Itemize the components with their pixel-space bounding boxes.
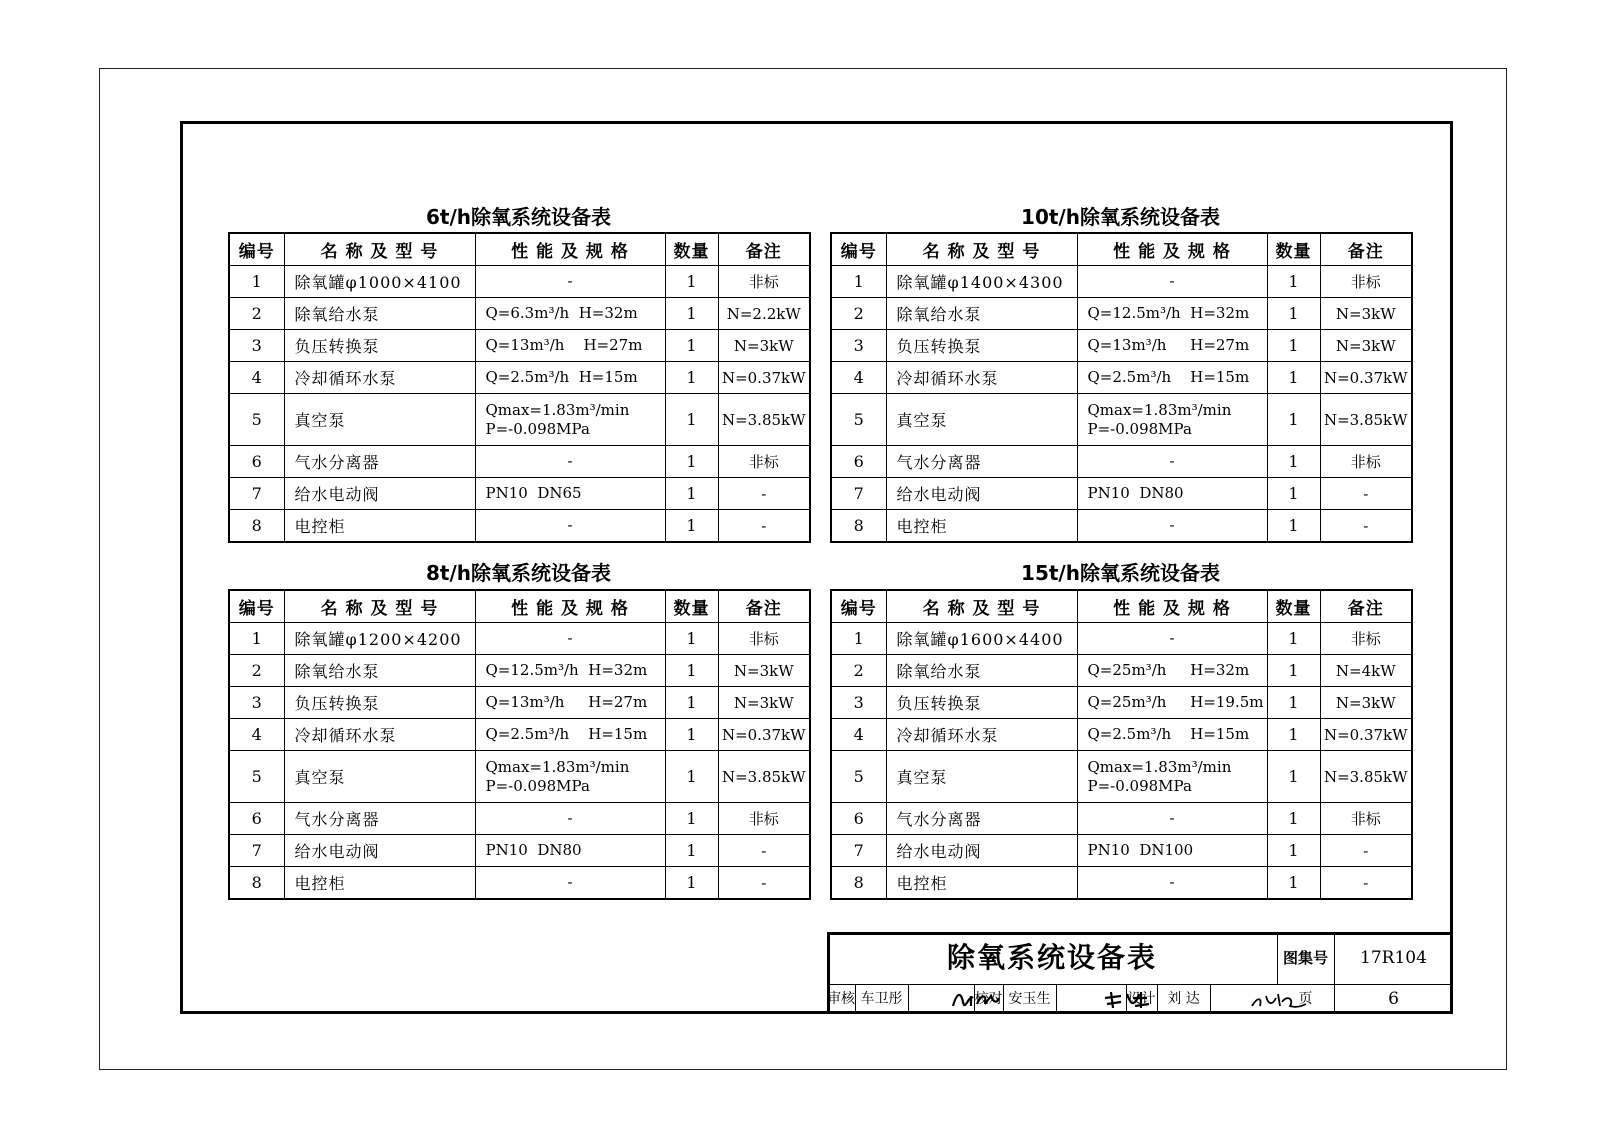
item-name: 给水电动阀	[886, 835, 1077, 867]
table-row	[831, 362, 1412, 394]
table-row	[831, 835, 1412, 867]
item-quantity: 1	[1267, 510, 1320, 543]
item-quantity: 1	[665, 719, 718, 751]
item-number: 1	[831, 623, 886, 655]
item-spec	[475, 362, 665, 394]
spec-line: Q=12.5m³/h H=32m	[485, 661, 648, 679]
item-note: 非标	[1320, 803, 1412, 835]
item-name: 气水分离器	[886, 446, 1077, 478]
spec-line: PN10 DN80	[1087, 484, 1184, 502]
table-row	[831, 751, 1412, 803]
table-row	[229, 394, 810, 446]
item-quantity: 1	[665, 362, 718, 394]
item-name: 给水电动阀	[284, 835, 475, 867]
item-spec	[475, 266, 665, 298]
spec-line: P=-0.098MPa	[485, 419, 590, 438]
item-note: 非标	[718, 623, 810, 655]
designer-signature	[1210, 984, 1277, 1014]
item-spec	[1077, 478, 1267, 510]
item-quantity: 1	[665, 655, 718, 687]
spec-line: -	[1169, 452, 1175, 470]
column-header: 编号	[831, 590, 886, 623]
spec-line: Q=6.3m³/h H=32m	[485, 304, 638, 322]
item-note: -	[718, 867, 810, 900]
item-number: 4	[229, 362, 284, 394]
spec-line: Q=2.5m³/h H=15m	[1087, 368, 1250, 386]
item-quantity: 1	[1267, 867, 1320, 900]
column-header: 性 能 及 规 格	[1077, 590, 1267, 623]
item-number: 2	[229, 655, 284, 687]
spec-line: PN10 DN80	[485, 841, 582, 859]
page-label: 页	[1298, 991, 1313, 1007]
column-header: 数量	[665, 233, 718, 266]
item-name: 冷却循环水泵	[886, 719, 1077, 751]
table-row	[229, 719, 810, 751]
reviewer-signature	[908, 984, 974, 1014]
item-quantity: 1	[665, 266, 718, 298]
table-row	[831, 266, 1412, 298]
spec-line: Q=25m³/h H=32m	[1087, 661, 1250, 679]
spec-line: -	[567, 873, 573, 891]
table-title: 8t/h除氧系统设备表	[425, 561, 612, 585]
item-quantity: 1	[1267, 655, 1320, 687]
spec-line: Qmax=1.83m³/min	[485, 400, 630, 419]
table-row	[229, 330, 810, 362]
item-spec	[475, 298, 665, 330]
item-number: 3	[831, 687, 886, 719]
spec-line: Q=13m³/h H=27m	[1087, 336, 1250, 354]
item-note: -	[1320, 867, 1412, 900]
atlas-number: 17R104	[1360, 948, 1427, 968]
item-name: 给水电动阀	[284, 478, 475, 510]
table-row	[229, 298, 810, 330]
spec-line: Q=12.5m³/h H=32m	[1087, 304, 1250, 322]
spec-line: P=-0.098MPa	[485, 776, 590, 795]
table-row	[831, 330, 1412, 362]
spec-line: Q=25m³/h H=19.5m	[1087, 693, 1264, 711]
item-number: 7	[831, 835, 886, 867]
item-quantity: 1	[1267, 330, 1320, 362]
item-name: 负压转换泵	[886, 330, 1077, 362]
item-note: N=3kW	[718, 687, 810, 719]
table-row	[229, 803, 810, 835]
item-spec	[475, 478, 665, 510]
item-quantity: 1	[1267, 623, 1320, 655]
table-row	[831, 478, 1412, 510]
designer-name: 刘 达	[1167, 991, 1200, 1007]
table-row	[229, 478, 810, 510]
item-quantity: 1	[665, 803, 718, 835]
table-row	[831, 803, 1412, 835]
item-quantity: 1	[665, 446, 718, 478]
table-row	[831, 623, 1412, 655]
item-spec	[475, 394, 665, 446]
item-quantity: 1	[1267, 362, 1320, 394]
item-number: 7	[229, 478, 284, 510]
equipment-table	[228, 589, 811, 900]
item-spec	[1077, 394, 1267, 446]
item-note: N=3kW	[1320, 298, 1412, 330]
table-row	[229, 655, 810, 687]
item-number: 5	[831, 751, 886, 803]
item-number: 7	[831, 478, 886, 510]
reviewer-name: 车卫彤	[860, 991, 903, 1007]
item-number: 4	[831, 362, 886, 394]
item-note: N=3kW	[1320, 330, 1412, 362]
item-spec	[1077, 446, 1267, 478]
item-quantity: 1	[1267, 394, 1320, 446]
spec-line: PN10 DN100	[1087, 841, 1194, 859]
item-name: 除氧给水泵	[284, 655, 475, 687]
item-name: 除氧给水泵	[886, 655, 1077, 687]
item-number: 2	[831, 298, 886, 330]
table-title: 6t/h除氧系统设备表	[425, 205, 612, 229]
column-header: 名 称 及 型 号	[886, 590, 1077, 623]
atlas-label: 图集号	[1282, 949, 1328, 967]
table-header-row	[831, 233, 1412, 266]
item-name: 除氧给水泵	[886, 298, 1077, 330]
column-header: 编号	[229, 590, 284, 623]
item-number: 4	[229, 719, 284, 751]
item-quantity: 1	[1267, 719, 1320, 751]
column-header: 备注	[1320, 233, 1412, 266]
table-header-row	[831, 590, 1412, 623]
item-spec	[1077, 298, 1267, 330]
item-name: 气水分离器	[284, 803, 475, 835]
item-spec	[475, 867, 665, 900]
item-note: N=2.2kW	[718, 298, 810, 330]
item-note: 非标	[1320, 266, 1412, 298]
item-note: N=0.37kW	[1320, 719, 1412, 751]
item-quantity: 1	[665, 394, 718, 446]
item-name: 真空泵	[886, 394, 1077, 446]
column-header: 备注	[718, 590, 810, 623]
spec-line: Qmax=1.83m³/min	[1087, 757, 1232, 776]
item-name: 除氧罐φ1000×4100	[284, 266, 475, 298]
spec-line: -	[1169, 272, 1175, 290]
item-note: N=3kW	[718, 330, 810, 362]
spec-line: Q=13m³/h H=27m	[485, 693, 648, 711]
item-name: 负压转换泵	[284, 330, 475, 362]
item-spec	[475, 751, 665, 803]
table-row	[831, 655, 1412, 687]
table-header-row	[229, 233, 810, 266]
item-quantity: 1	[1267, 478, 1320, 510]
spec-line: -	[1169, 629, 1175, 647]
table-row	[831, 687, 1412, 719]
item-quantity: 1	[1267, 803, 1320, 835]
item-note: 非标	[1320, 623, 1412, 655]
item-note: -	[718, 835, 810, 867]
table-header-row	[229, 590, 810, 623]
item-name: 真空泵	[284, 751, 475, 803]
item-name: 电控柜	[284, 867, 475, 900]
spec-line: -	[567, 516, 573, 534]
item-spec	[1077, 687, 1267, 719]
item-spec	[1077, 330, 1267, 362]
table-row	[229, 687, 810, 719]
table-row	[229, 623, 810, 655]
spec-line: -	[567, 809, 573, 827]
item-spec	[1077, 867, 1267, 900]
item-quantity: 1	[665, 867, 718, 900]
item-number: 4	[831, 719, 886, 751]
design-label: 设计	[1127, 991, 1156, 1007]
spec-line: -	[567, 452, 573, 470]
item-quantity: 1	[665, 330, 718, 362]
table-row	[831, 719, 1412, 751]
item-note: 非标	[1320, 446, 1412, 478]
item-number: 6	[229, 803, 284, 835]
item-name: 真空泵	[284, 394, 475, 446]
item-note: -	[1320, 835, 1412, 867]
item-name: 冷却循环水泵	[284, 362, 475, 394]
item-number: 7	[229, 835, 284, 867]
item-note: -	[718, 478, 810, 510]
table-row	[831, 298, 1412, 330]
table-row	[831, 394, 1412, 446]
item-spec	[1077, 835, 1267, 867]
item-number: 6	[831, 446, 886, 478]
item-quantity: 1	[1267, 446, 1320, 478]
item-note: -	[1320, 478, 1412, 510]
item-spec	[1077, 623, 1267, 655]
item-name: 真空泵	[886, 751, 1077, 803]
item-quantity: 1	[665, 623, 718, 655]
item-number: 5	[229, 394, 284, 446]
item-name: 负压转换泵	[284, 687, 475, 719]
item-number: 2	[229, 298, 284, 330]
item-number: 1	[229, 266, 284, 298]
item-number: 3	[831, 330, 886, 362]
item-number: 8	[229, 867, 284, 900]
item-note: N=3.85kW	[718, 751, 810, 803]
item-quantity: 1	[1267, 266, 1320, 298]
spec-line: P=-0.098MPa	[1087, 419, 1192, 438]
item-note: N=3.85kW	[1320, 751, 1412, 803]
column-header: 数量	[1267, 590, 1320, 623]
item-name: 电控柜	[886, 867, 1077, 900]
equipment-table	[830, 589, 1413, 900]
table-row	[229, 446, 810, 478]
item-name: 负压转换泵	[886, 687, 1077, 719]
spec-line: -	[1169, 809, 1175, 827]
item-note: 非标	[718, 266, 810, 298]
spec-line: Q=13m³/h H=27m	[485, 336, 643, 354]
item-spec	[475, 623, 665, 655]
item-note: N=3kW	[1320, 687, 1412, 719]
table-title: 10t/h除氧系统设备表	[1021, 205, 1220, 229]
item-note: N=3kW	[718, 655, 810, 687]
item-spec	[1077, 362, 1267, 394]
item-number: 1	[831, 266, 886, 298]
item-number: 2	[831, 655, 886, 687]
item-number: 6	[831, 803, 886, 835]
item-quantity: 1	[665, 687, 718, 719]
column-header: 性 能 及 规 格	[475, 590, 665, 623]
column-header: 性 能 及 规 格	[1077, 233, 1267, 266]
item-number: 5	[229, 751, 284, 803]
table-row	[831, 446, 1412, 478]
item-spec	[475, 510, 665, 543]
column-header: 备注	[718, 233, 810, 266]
item-number: 8	[831, 510, 886, 543]
item-quantity: 1	[1267, 298, 1320, 330]
spec-line: Q=2.5m³/h H=15m	[1087, 725, 1250, 743]
table-row	[229, 867, 810, 900]
spec-line: Q=2.5m³/h H=15m	[485, 725, 648, 743]
spec-line: Qmax=1.83m³/min	[485, 757, 630, 776]
table-title: 15t/h除氧系统设备表	[1021, 561, 1220, 585]
item-note: -	[718, 510, 810, 543]
item-quantity: 1	[665, 751, 718, 803]
item-spec	[475, 803, 665, 835]
item-note: N=0.37kW	[718, 719, 810, 751]
item-quantity: 1	[665, 835, 718, 867]
spec-line: -	[567, 629, 573, 647]
checker-name: 安玉生	[1008, 991, 1051, 1007]
item-name: 除氧罐φ1200×4200	[284, 623, 475, 655]
column-header: 性 能 及 规 格	[475, 233, 665, 266]
item-number: 3	[229, 330, 284, 362]
item-number: 5	[831, 394, 886, 446]
item-name: 除氧罐φ1400×4300	[886, 266, 1077, 298]
table-row	[229, 510, 810, 543]
item-spec	[1077, 751, 1267, 803]
review-label: 审核	[827, 991, 855, 1007]
item-note: 非标	[718, 446, 810, 478]
item-quantity: 1	[665, 510, 718, 543]
column-header: 数量	[1267, 233, 1320, 266]
item-note: N=0.37kW	[718, 362, 810, 394]
item-spec	[1077, 510, 1267, 543]
page-number: 6	[1388, 989, 1399, 1009]
table-row	[229, 835, 810, 867]
item-note: N=0.37kW	[1320, 362, 1412, 394]
table-row	[831, 510, 1412, 543]
column-header: 名 称 及 型 号	[284, 233, 475, 266]
checker-signature	[1056, 984, 1126, 1014]
check-label: 校对	[974, 991, 1003, 1007]
item-number: 8	[229, 510, 284, 543]
table-row	[229, 362, 810, 394]
item-number: 6	[229, 446, 284, 478]
table-row	[229, 751, 810, 803]
column-header: 编号	[229, 233, 284, 266]
column-header: 数量	[665, 590, 718, 623]
item-note: -	[1320, 510, 1412, 543]
spec-line: Q=2.5m³/h H=15m	[485, 368, 638, 386]
item-name: 气水分离器	[886, 803, 1077, 835]
column-header: 名 称 及 型 号	[886, 233, 1077, 266]
item-quantity: 1	[665, 298, 718, 330]
drawing-title: 除氧系统设备表	[946, 941, 1157, 974]
item-name: 给水电动阀	[886, 478, 1077, 510]
equipment-table	[830, 232, 1413, 543]
item-name: 冷却循环水泵	[886, 362, 1077, 394]
item-note: N=3.85kW	[718, 394, 810, 446]
item-spec	[1077, 266, 1267, 298]
item-note: N=4kW	[1320, 655, 1412, 687]
item-quantity: 1	[1267, 687, 1320, 719]
title-block	[827, 932, 1453, 1014]
item-name: 电控柜	[886, 510, 1077, 543]
item-number: 1	[229, 623, 284, 655]
item-spec	[475, 330, 665, 362]
item-name: 冷却循环水泵	[284, 719, 475, 751]
item-spec	[475, 655, 665, 687]
equipment-table	[228, 232, 811, 543]
spec-line: -	[1169, 516, 1175, 534]
item-spec	[1077, 719, 1267, 751]
item-spec	[1077, 803, 1267, 835]
column-header: 名 称 及 型 号	[284, 590, 475, 623]
spec-line: Qmax=1.83m³/min	[1087, 400, 1232, 419]
item-number: 3	[229, 687, 284, 719]
item-spec	[475, 719, 665, 751]
spec-line: -	[1169, 873, 1175, 891]
item-name: 除氧罐φ1600×4400	[886, 623, 1077, 655]
item-spec	[475, 446, 665, 478]
item-quantity: 1	[1267, 751, 1320, 803]
item-quantity: 1	[1267, 835, 1320, 867]
item-quantity: 1	[665, 478, 718, 510]
spec-line: -	[567, 272, 573, 290]
item-spec	[475, 687, 665, 719]
spec-line: PN10 DN65	[485, 484, 582, 502]
item-spec	[1077, 655, 1267, 687]
table-row	[229, 266, 810, 298]
item-spec	[475, 835, 665, 867]
column-header: 备注	[1320, 590, 1412, 623]
item-name: 气水分离器	[284, 446, 475, 478]
table-row	[831, 867, 1412, 900]
spec-line: P=-0.098MPa	[1087, 776, 1192, 795]
item-name: 除氧给水泵	[284, 298, 475, 330]
item-name: 电控柜	[284, 510, 475, 543]
item-number: 8	[831, 867, 886, 900]
item-note: N=3.85kW	[1320, 394, 1412, 446]
item-note: 非标	[718, 803, 810, 835]
column-header: 编号	[831, 233, 886, 266]
